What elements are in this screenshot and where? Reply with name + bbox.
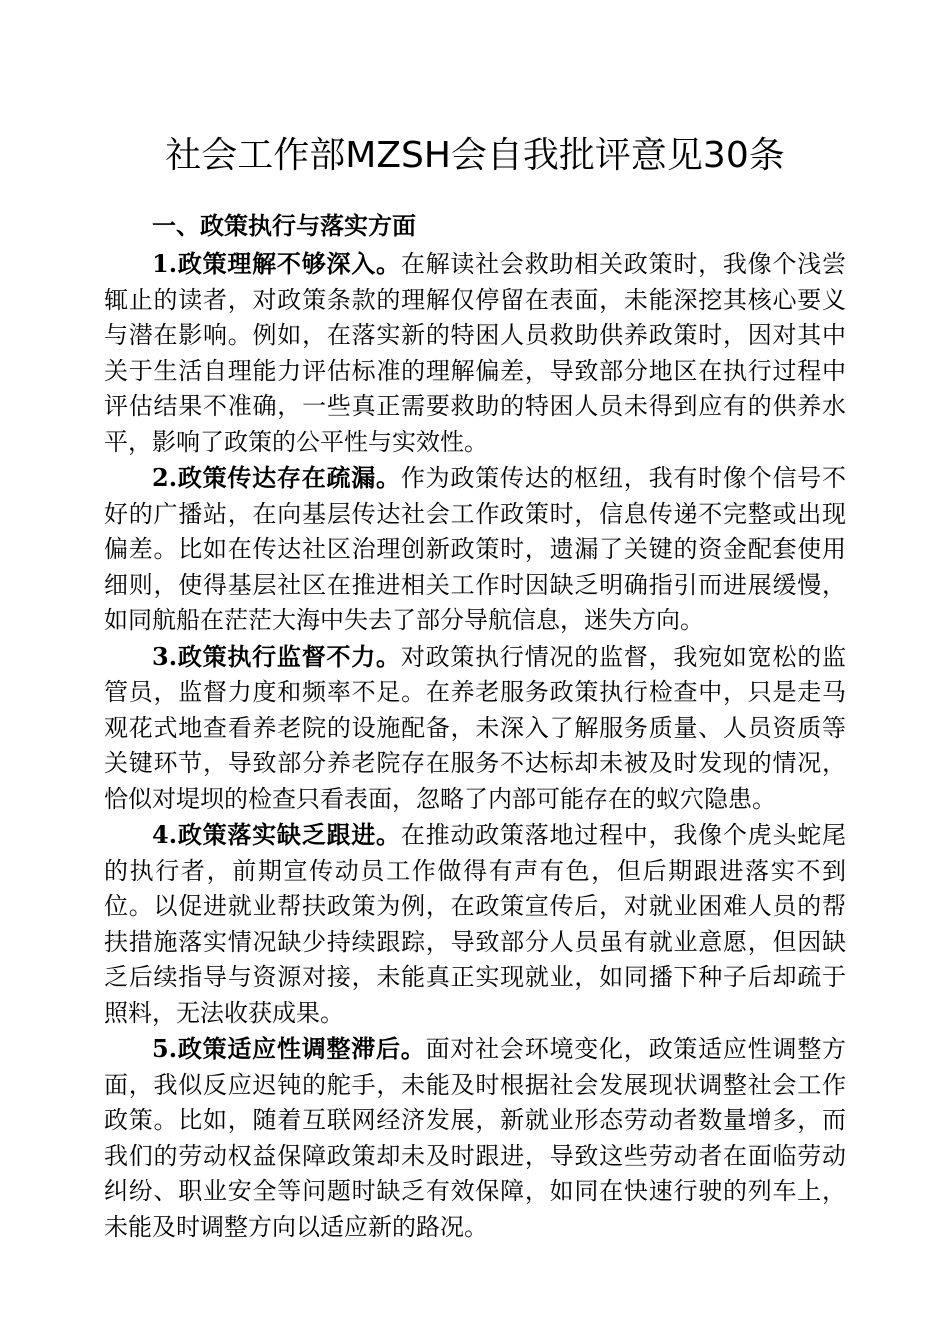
- paragraph-item-1: [104, 246, 846, 460]
- paragraph-item-2: [104, 460, 846, 639]
- document-page: [104, 128, 846, 1245]
- item-body: 作为政策传达的枢纽，我有时像个信号不好的广播站，在向基层传达社会工作政策时，信息传递不完整或出现偏差。比如在传达社区治理创新政策时，遗漏了关键的资金配套使用细则，使得基层社区在推进相关工作时因缺乏明确指引而进展缓慢，如同航船在茫茫大海中失去了部分导航信息，迷失方向。: [104, 464, 846, 634]
- item-body: 面对社会环境变化，政策适应性调整方面，我似反应迟钝的舵手，未能及时根据社会发展现状调整社会工作政策。比如，随着互联网经济发展，新就业形态劳动者数量增多，而我们的劳动权益保障政策却未及时跟进，导致这些劳动者在面临劳动纠纷、职业安全等问题时缺乏有效保障，如同在快速行驶的列车上，未能及时调整方向以适应新的路况。: [104, 1035, 846, 1241]
- paragraph-item-3: [104, 639, 846, 818]
- item-lead: 3.政策执行监督不力。: [152, 641, 401, 671]
- item-lead: 2.政策传达存在疏漏。: [152, 463, 401, 492]
- item-lead: 5.政策适应性调整滞后。: [152, 1034, 426, 1063]
- section-heading: 一、政策执行与落实方面: [152, 211, 416, 240]
- item-body: 在推动政策落地过程中，我像个虎头蛇尾的执行者，前期宣传动员工作做得有声有色，但后期跟进落实不到位。以促进就业帮扶政策为例，在政策宣传后，对就业困难人员的帮扶措施落实情况缺少持续跟踪，导致部分人员虽有就业意愿，但因缺乏后续指导与资源对接，未能真正实现就业，如同播下种子后却疏于照料，无法收获成果。: [104, 821, 846, 1027]
- paragraph-item-5: [104, 1031, 846, 1245]
- paragraph-item-4: [104, 817, 846, 1031]
- item-lead: 1.政策理解不够深入。: [152, 249, 401, 278]
- document-title: 社会工作部MZSH会自我批评意见30条: [165, 135, 785, 176]
- item-body: 对政策执行情况的监督，我宛如宽松的监管员，监督力度和频率不足。在养老服务政策执行检查中，只是走马观花式地查看养老院的设施配备，未深入了解服务质量、人员资质等关键环节，导致部分养老院存在服务不达标却未被及时发现的情况，恰似对堤坝的检查只看表面，忽略了内部可能存在的蚁穴隐患。: [104, 642, 846, 813]
- item-lead: 4.政策落实缺乏跟进。: [152, 820, 401, 849]
- item-body: 在解读社会救助相关政策时，我像个浅尝辄止的读者，对政策条款的理解仅停留在表面，未能深挖其核心要义与潜在影响。例如，在落实新的特困人员救助供养政策时，因对其中关于生活自理能力评估标准的理解偏差，导致部分地区在执行过程中评估结果不准确，一些真正需要救助的特困人员未得到应有的供养水平，影响了政策的公平性与实效性。: [104, 250, 846, 456]
